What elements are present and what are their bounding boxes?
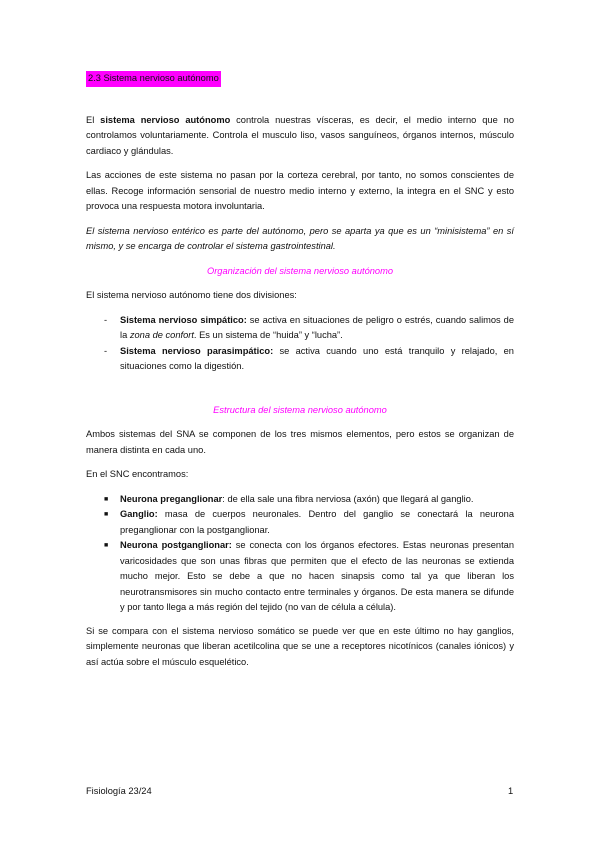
paragraph-components: Ambos sistemas del SNA se componen de los tres mismos elementos, pero estos se organizan de manera distinta en cada uno. [86,429,514,455]
paragraph-actions: Las acciones de este sistema no pasan por la corteza cerebral, por tanto, no somos conscientes de ellas. Recoge información sensorial de nuestro medio interno y externo, la integra en el SNC y esto provoca una respuesta motora involuntaria. [86,170,514,211]
term-simpatico: Sistema nervioso simpático: [120,314,247,325]
list-item-parasimpatico [86,344,514,375]
term-parasimpatico: Sistema nervioso parasimpático: [120,345,274,356]
divisions-list [86,313,514,375]
list-item-preganglionar [86,492,514,508]
term-preganglionar: Neurona preganglionar [120,493,223,504]
dash-marker: - [104,314,108,325]
postganglionar-text: se conecta con los órganos efectores. Estas neuronas presentan varicosidades que son unas fibras que permiten que el efecto de las neuronas se extienda mucho mejor. Esto se debe a que no hacen sinapsis como tal ya que liberan los neurotransmisores sin mucho contacto entre terminales y órganos. De esta manera se difunde y por tanto llega a más región del tejido (no van de célula a célula). [120,540,514,612]
ganglio-text: masa de cuerpos neuronales. Dentro del ganglio se conectará la neurona preganglionar con la postganglionar. [120,509,514,535]
paragraph-divisions-intro: El sistema nervioso autónomo tiene dos divisiones: [86,290,297,300]
simpatico-text-end: . Es un sistema de “huida” y “lucha”. [193,330,343,340]
term-ganglio: Ganglio: [120,509,158,519]
simpatico-italic: zona de confort [129,330,194,340]
section-heading: 2.3 Sistema nervioso autónomo [86,71,221,87]
square-bullet-icon: ■ [104,542,109,549]
paragraph-somatico: Si se compara con el sistema nervioso somático se puede ver que en este último no hay ganglios, simplemente neuronas que liberan acetilcolina que se une a receptores nicotínicos (canales iónicos) y así actúa sobre el músculo esquelético. [86,625,514,667]
intro-bold: sistema nervioso autónomo [100,114,231,125]
square-bullet-icon: ■ [104,495,109,503]
dash-marker: - [104,345,108,356]
simpatico-text: se activa en situaciones de peligro o estrés, cuando salimos de la [120,314,514,340]
paragraph-snc: En el SNC encontramos: [86,469,189,479]
intro-post: controla nuestras vísceras, es decir, el medio interno que no controlamos voluntariamente. Controla el musculo liso, vasos sanguíneos, órganos internos, músculo cardiaco y glándulas. [86,114,514,156]
page-content [86,71,514,679]
preganglionar-text: : de ella sale una fibra nerviosa (axón) que llegará al ganglio. [222,493,474,504]
list-item-simpatico [86,313,514,344]
square-bullet-icon: ■ [104,511,109,518]
footer-course: Fisiología 23/24 [86,786,152,796]
term-postganglionar: Neurona postganglionar: [120,540,232,550]
paragraph-intro [86,113,514,160]
elements-list [86,492,514,616]
page-number: 1 [508,786,514,796]
subtitle-estructura: Estructura del sistema nervioso autónomo [213,404,387,415]
paragraph-enteric: El sistema nervioso entérico es parte del autónomo, pero se aparta ya que es un “minisistema” en sí mismo, y se encarga de controlar el sistema gastrointestinal. [86,225,514,251]
list-item-postganglionar [86,538,514,616]
subtitle-organizacion: Organización del sistema nervioso autónomo [206,265,394,276]
parasimpatico-text: se activa cuando uno está tranquilo y relajado, en situaciones como la digestión. [120,345,514,371]
intro-pre: El [86,114,101,125]
list-item-ganglio [86,507,514,538]
